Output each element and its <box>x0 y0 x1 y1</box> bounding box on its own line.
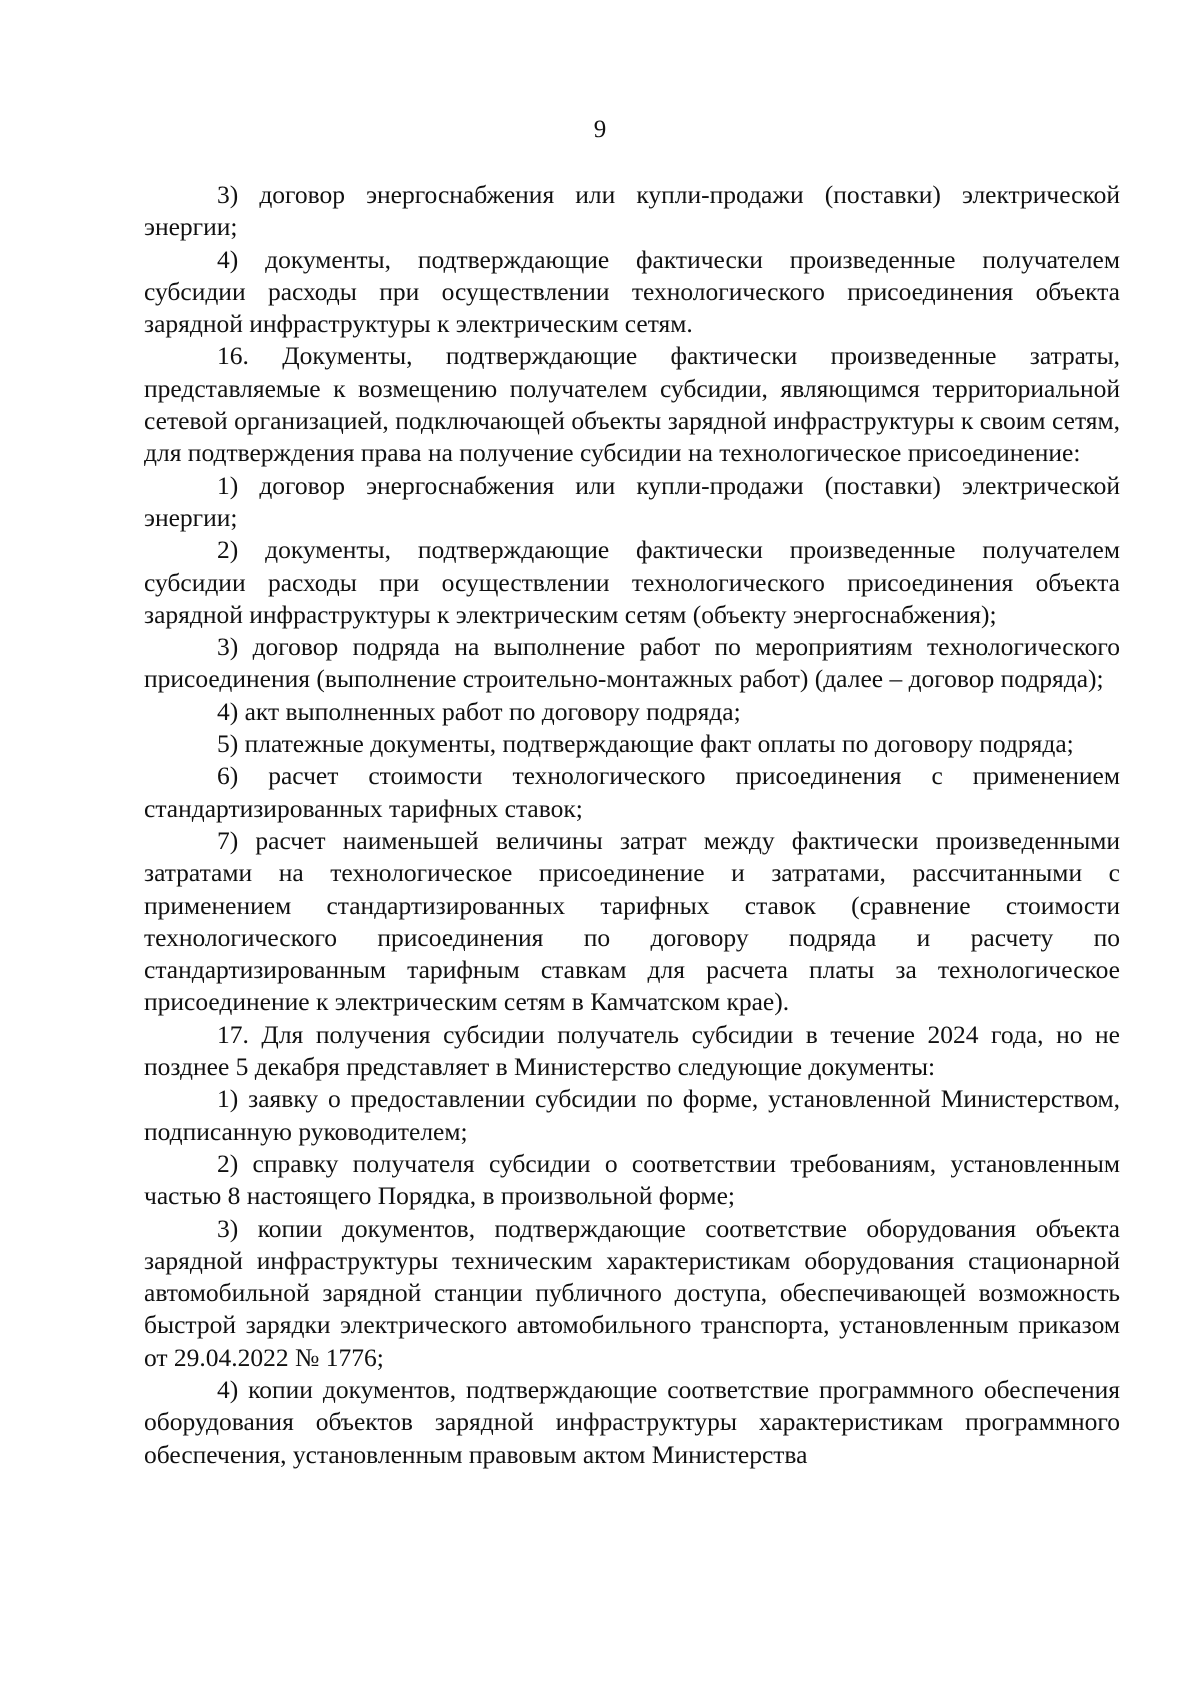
paragraph: 3) договор энергоснабжения или купли-продажи (поставки) электрической энергии; <box>144 180 1120 242</box>
paragraph: 4) акт выполненных работ по договору подряда; <box>217 696 741 726</box>
paragraph: 6) расчет стоимости технологического присоединения с применением стандартизированных тарифных ставок; <box>144 761 1120 823</box>
page-number: 9 <box>593 116 607 143</box>
paragraph: 1) договор энергоснабжения или купли-продажи (поставки) электрической энергии; <box>144 470 1120 532</box>
paragraph: 17. Для получения субсидии получатель субсидии в течение 2024 года, но не позднее 5 декабря представляет в Министерство следующие документы: <box>144 1019 1120 1082</box>
paragraph: 4) копии документов, подтверждающие соответствие программного обеспечения оборудования объектов зарядной инфраструктуры характеристикам программного обеспечения, установленным правовым актом Министерства <box>144 1374 1120 1469</box>
paragraph: 3) договор подряда на выполнение работ по мероприятиям технологического присоединения (выполнение строительно-монтажных работ) (далее – договор подряда); <box>144 632 1120 694</box>
paragraph: 3) копии документов, подтверждающие соответствие оборудования объекта зарядной инфраструктуры техническим характеристикам оборудования стационарной автомобильной зарядной станции публичного доступа, обеспечивающей возможность быстрой зарядки электрического автомобильного транспорта, установленным приказом от 29.04.2022 № 1776; <box>144 1213 1120 1372</box>
paragraph: 16. Документы, подтверждающие фактически произведенные затраты, представляемые к возмещению получателем субсидии, являющимся территориальной сетевой организацией, подключающей объекты зарядной инфраструктуры к своим сетям, для подтверждения права на получение субсидии на технологическое присоединение: <box>144 341 1120 468</box>
paragraph: 1) заявку о предоставлении субсидии по форме, установленной Министерством, подписанную руководителем; <box>144 1084 1120 1146</box>
paragraph: 2) справку получателя субсидии о соответствии требованиям, установленным частью 8 настоящего Порядка, в произвольной форме; <box>144 1148 1120 1211</box>
document-body <box>144 179 1120 1471</box>
paragraph: 2) документы, подтверждающие фактически произведенные получателем субсидии расходы при осуществлении технологического присоединения объекта зарядной инфраструктуры к электрическим сетям (объекту энергоснабжения); <box>144 535 1120 629</box>
paragraph: 5) платежные документы, подтверждающие факт оплаты по договору подряда; <box>217 729 1074 759</box>
paragraph: 7) расчет наименьшей величины затрат между фактически произведенными затратами на технологическое присоединение и затратами, рассчитанными с применением стандартизированных тарифных ставок (сравнение стоимости технологического присоединения по договору подряда и расчету по стандартизированным тарифным ставкам для расчета платы за технологическое присоединение к электрическим сетям в Камчатском крае). <box>144 825 1120 1017</box>
paragraph: 4) документы, подтверждающие фактически произведенные получателем субсидии расходы при осуществлении технологического присоединения объекта зарядной инфраструктуры к электрическим сетям. <box>144 244 1120 339</box>
